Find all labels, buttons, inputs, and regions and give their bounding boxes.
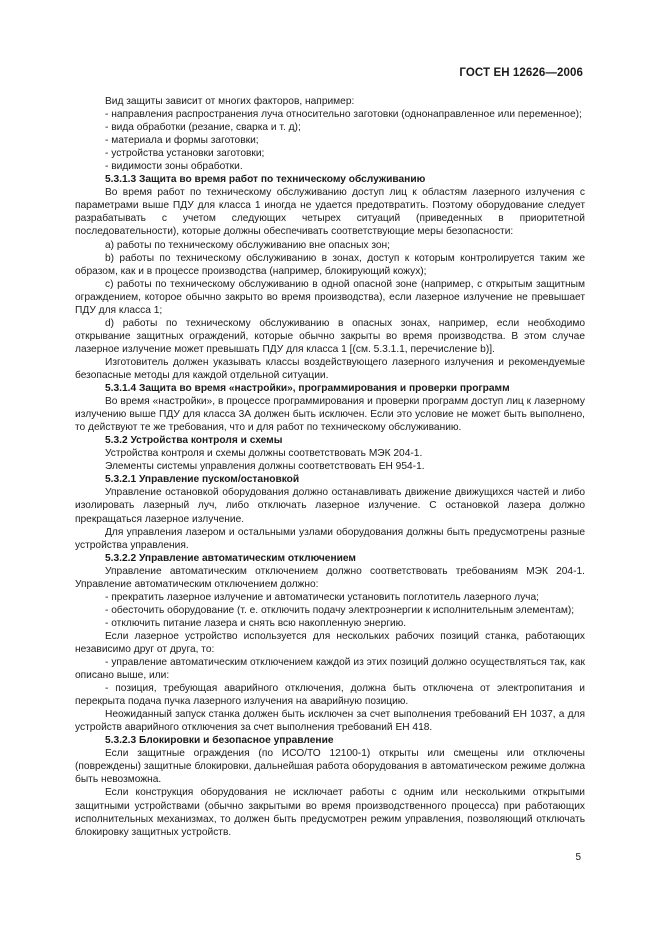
- section-heading: 5.3.2 Устройства контроля и схемы: [105, 435, 283, 447]
- document-header: ГОСТ ЕН 12626—2006: [459, 67, 583, 79]
- document-body: [75, 95, 585, 839]
- list-item: - управление автоматическим отключением каждой из этих позиций должно осуществляться так, как описано выше, или:: [75, 657, 585, 682]
- section-heading: 5.3.1.4 Защита во время «настройки», программирования и проверки программ: [105, 383, 510, 395]
- list-item: - материала и формы заготовки;: [105, 135, 259, 147]
- list-item: - прекратить лазерное излучение и автоматически установить поглотитель лазерного луча;: [105, 591, 539, 603]
- list-item: - позиция, требующая аварийного отключения, должна быть отключена от электропитания и перекрыта подача пучка лазерного излучения на аварийную позицию.: [75, 683, 585, 708]
- paragraph: Устройства контроля и схемы должны соответствовать МЭК 204-1.: [105, 448, 423, 460]
- list-item: c) работы по техническому обслуживанию в одной опасной зоне (например, с открытым защитным ограждением, которое обычно закрыто во время производства), если лазерное излучение не превышает ПДУ для класса 1;: [75, 278, 585, 316]
- paragraph: Управление остановкой оборудования должно останавливать движение движущихся частей и либо изолировать лазерный луч, либо отключать лазерное излучение. С остановкой лазера должно прекращаться лазерное излучение.: [75, 487, 585, 525]
- paragraph: Для управления лазером и остальными узлами оборудования должны быть предусмотрены разные устройства управления.: [75, 526, 585, 551]
- paragraph: Управление автоматическим отключением должно соответствовать требованиям МЭК 204-1. Управление автоматическим отключением должно:: [75, 565, 585, 590]
- page-number: 5: [575, 852, 581, 863]
- paragraph: Во время «настройки», в процессе программирования и проверки программ доступ лиц к лазерному излучению выше ПДУ для класса 3А должен быть исключен. Если это условие не может быть выполнено, то действуют те же требования, что и для работ по техническому обслуживанию.: [75, 396, 585, 434]
- list-item: - обесточить оборудование (т. е. отключить подачу электроэнергии к исполнительным элементам);: [105, 604, 575, 616]
- list-item: b) работы по техническому обслуживанию в зонах, доступ к которым контролируется таким же образом, как и в процессе производства (например, блокирующий кожух);: [75, 252, 585, 277]
- section-heading: 5.3.2.2 Управление автоматическим отключением: [105, 552, 356, 564]
- section-heading: 5.3.2.1 Управление пуском/остановкой: [105, 474, 300, 486]
- list-item: d) работы по техническому обслуживанию в опасных зонах, например, если необходимо открывание защитных ограждений, которые обычно закрыты во время производства. В этом случае лазерное излучение может превышать ПДУ для класса 1 [(см. 5.3.1.1, перечисление b)].: [75, 317, 585, 355]
- paragraph: Если конструкция оборудования не исключает работы с одним или несколькими открытыми защитными устройствами (обычно закрытыми во время производственного процесса) при работающих исполнительных механизмах, то должен быть предусмотрен режим управления, позволяющий отключать блокировку защитных устройств.: [75, 787, 585, 838]
- list-item: - отключить питание лазера и снять всю накопленную энергию.: [105, 617, 407, 629]
- section-heading: 5.3.2.3 Блокировки и безопасное управление: [105, 735, 334, 747]
- paragraph: Элементы системы управления должны соответствовать ЕН 954-1.: [105, 461, 425, 473]
- paragraph: Во время работ по техническому обслуживанию доступ лиц к областям лазерного излучения с параметрами выше ПДУ для класса 1 иногда не удается предотвратить. Поэтому оборудование следует разрабатывать с учетом следующих четырех ситуаций (приведенных в приоритетной последовательности), которые должны обеспечивать соответствующие меры безопасности:: [75, 187, 585, 238]
- paragraph: Вид защиты зависит от многих факторов, например:: [105, 96, 355, 107]
- paragraph: Если лазерное устройство используется для нескольких рабочих позиций станка, работающих независимо друг от друга, то:: [75, 630, 585, 655]
- list-item: a) работы по техническому обслуживанию вне опасных зон;: [105, 239, 390, 251]
- paragraph: Если защитные ограждения (по ИСО/ТО 12100-1) открыты или смещены или отключены (повреждены) защитные блокировки, дальнейшая работа оборудования в автоматическом режиме должна быть невозможна.: [75, 748, 585, 786]
- section-heading: 5.3.1.3 Защита во время работ по техническому обслуживанию: [105, 174, 426, 186]
- paragraph: Изготовитель должен указывать классы воздействующего лазерного излучения и рекомендуемые безопасные методы для каждой отдельной ситуации.: [75, 356, 585, 381]
- list-item: - направления распространения луча относительно заготовки (однонаправленное или переменное);: [105, 109, 582, 121]
- list-item: - вида обработки (резание, сварка и т. д);: [105, 122, 301, 134]
- list-item: - видимости зоны обработки.: [105, 161, 243, 173]
- list-item: - устройства установки заготовки;: [105, 148, 265, 160]
- paragraph: Неожиданный запуск станка должен быть исключен за счет выполнения требований ЕН 1037, а для устройств аварийного отключения за счет выполнения требований ЕН 418.: [75, 709, 585, 734]
